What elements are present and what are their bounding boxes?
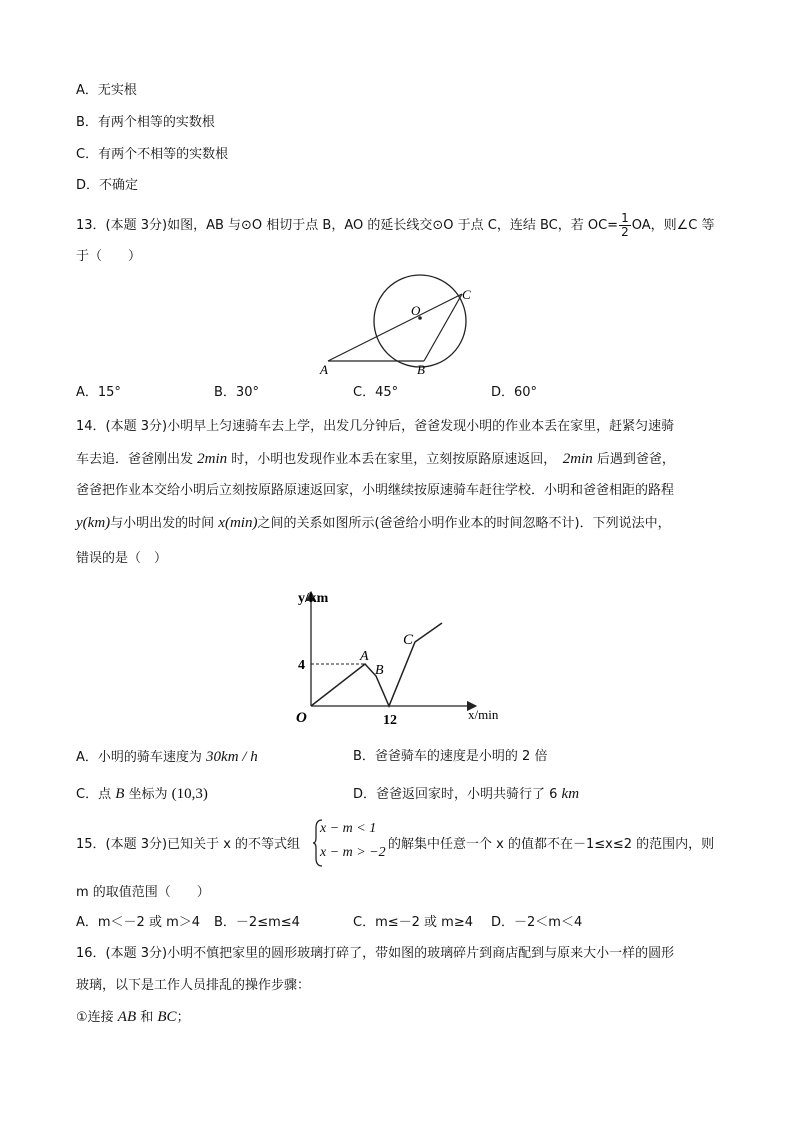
q13-option-c: C．45°: [353, 385, 399, 400]
q14-math: x: [218, 515, 225, 531]
q12-option-b: B．有两个相等的实数根: [76, 115, 215, 130]
inequality-1: x − m < 1: [320, 821, 377, 836]
q14-math: (min): [224, 515, 258, 531]
q15-option-a: A．m＜－2 或 m＞4: [76, 915, 201, 930]
circle-o: [374, 275, 466, 367]
q13-fraction-denominator: 2: [621, 225, 629, 239]
y-tick-label: 4: [298, 658, 305, 673]
q16-stem-line-2: 玻璃，以下是工作人员排乱的操作步骤：: [76, 978, 311, 993]
q14-text: 之间的关系如图所示(爸爸给小明作业本的时间忽略不计)．下列说法中，: [257, 516, 671, 531]
q15-stem-suffix: 的解集中任意一个 x 的值都不在－1≤x≤2 的范围内，则: [388, 837, 715, 852]
x-tick-label: 12: [383, 713, 397, 728]
q13-stem-text-2: OA，则∠C 等: [631, 218, 715, 233]
q12-option-a: A．无实根: [76, 83, 137, 98]
q14-text: 时，小明也发现作业本丢在家里，立刻按原路原速返回，: [227, 452, 563, 467]
q14-option-c: [76, 785, 208, 804]
q15-stem-line-2: m 的取值范围（ ）: [76, 885, 210, 900]
q14-option-d: [353, 785, 579, 804]
q14-distance-time-graph: [282, 586, 522, 731]
q13-stem-line-2: 于（ ）: [76, 249, 142, 264]
q14-option-d-math: km: [561, 786, 580, 802]
q15-option-d: D．－2＜m＜4: [491, 915, 583, 930]
q14-option-a: [76, 748, 258, 767]
label-c: C: [462, 287, 471, 302]
q13-option-d: D．60°: [491, 385, 538, 400]
q14-stem-line-3: 爸爸把作业本交给小明后立刻按原路原速返回家，小明继续按原速骑车赶往学校．小明和爸爸相距的路程: [76, 483, 675, 498]
q15-stem-prefix: 15．(本题 3分)已知关于 x 的不等式组: [76, 837, 301, 852]
q14-option-d-text: D．爸爸返回家时，小明共骑行了 6: [353, 787, 562, 802]
q12-option-d: D．不确定: [76, 178, 139, 193]
q16-step-text: ①连接: [76, 1010, 118, 1025]
point-label-a: A: [360, 649, 369, 664]
q14-stem-line-5: 错误的是（ ）: [76, 551, 168, 566]
origin-label: O: [296, 710, 307, 726]
point-label-b: B: [375, 663, 384, 678]
q14-text: 车去追．爸爸刚出发: [76, 452, 198, 467]
q15-option-c: C．m≤－2 或 m≥4: [353, 915, 473, 930]
q12-option-c: C．有两个不相等的实数根: [76, 147, 229, 162]
q13-option-b: B．30°: [214, 385, 259, 400]
q16-step-1: [76, 1008, 190, 1027]
q16-step-math: AB: [117, 1009, 137, 1025]
q15-option-b: B．－2≤m≤4: [214, 915, 300, 930]
q13-option-a: A．15°: [76, 385, 121, 400]
x-axis-label: x/min: [468, 707, 499, 722]
q14-option-a-math: 30km / h: [206, 749, 258, 765]
q13-circle-figure: [310, 272, 500, 380]
q14-option-c-text: C．点: [76, 787, 116, 802]
label-b: B: [417, 362, 425, 377]
q16-step-math: BC: [157, 1009, 177, 1025]
y-axis-label: y/km: [298, 591, 329, 606]
label-a: A: [320, 362, 328, 377]
q14-option-c-math: B: [115, 786, 125, 802]
q14-math: 2min: [197, 451, 228, 467]
q16-stem-line-1: 16．(本题 3分)小明不慎把家里的圆形玻璃打碎了，带如图的玻璃碎片到商店配到与原来大小一样的圆形: [76, 946, 675, 961]
q14-stem-line-1: 14．(本题 3分)小明早上匀速骑车去上学，出发几分钟后，爸爸发现小明的作业本丢在家里，赶紧匀速骑: [76, 419, 675, 434]
q16-step-text: 和: [136, 1010, 158, 1025]
q13-fraction: [619, 212, 631, 239]
q14-option-c-coordinate: (10,3): [171, 786, 208, 802]
label-o: O: [411, 303, 421, 318]
q16-step-text: ；: [176, 1010, 190, 1025]
q14-option-a-text: A．小明的骑车速度为: [76, 750, 207, 765]
q14-math: y: [76, 515, 83, 531]
q13-stem-line-1: [76, 212, 714, 239]
q13-fraction-numerator: 1: [621, 211, 629, 225]
q13-stem-text-1: 13．(本题 3分)如图，AB 与⊙O 相切于点 B，AO 的延长线交⊙O 于点 C，连结 BC，若 OC=: [76, 218, 619, 233]
line-ac: [328, 294, 462, 361]
point-label-c: C: [403, 632, 414, 648]
q14-text: 与小明出发的时间: [110, 516, 219, 531]
q14-math: 2min: [562, 451, 593, 467]
q14-stem-line-2: [76, 450, 675, 469]
q14-stem-line-4: [76, 514, 671, 533]
inequality-2: x − m > −2: [320, 845, 386, 860]
q14-option-b: B．爸爸骑车的速度是小明的 2 倍: [353, 749, 548, 764]
q14-option-c-text: 坐标为: [124, 787, 172, 802]
q14-math: (km): [82, 515, 111, 531]
q14-text: 后遇到爸爸，: [592, 452, 675, 467]
